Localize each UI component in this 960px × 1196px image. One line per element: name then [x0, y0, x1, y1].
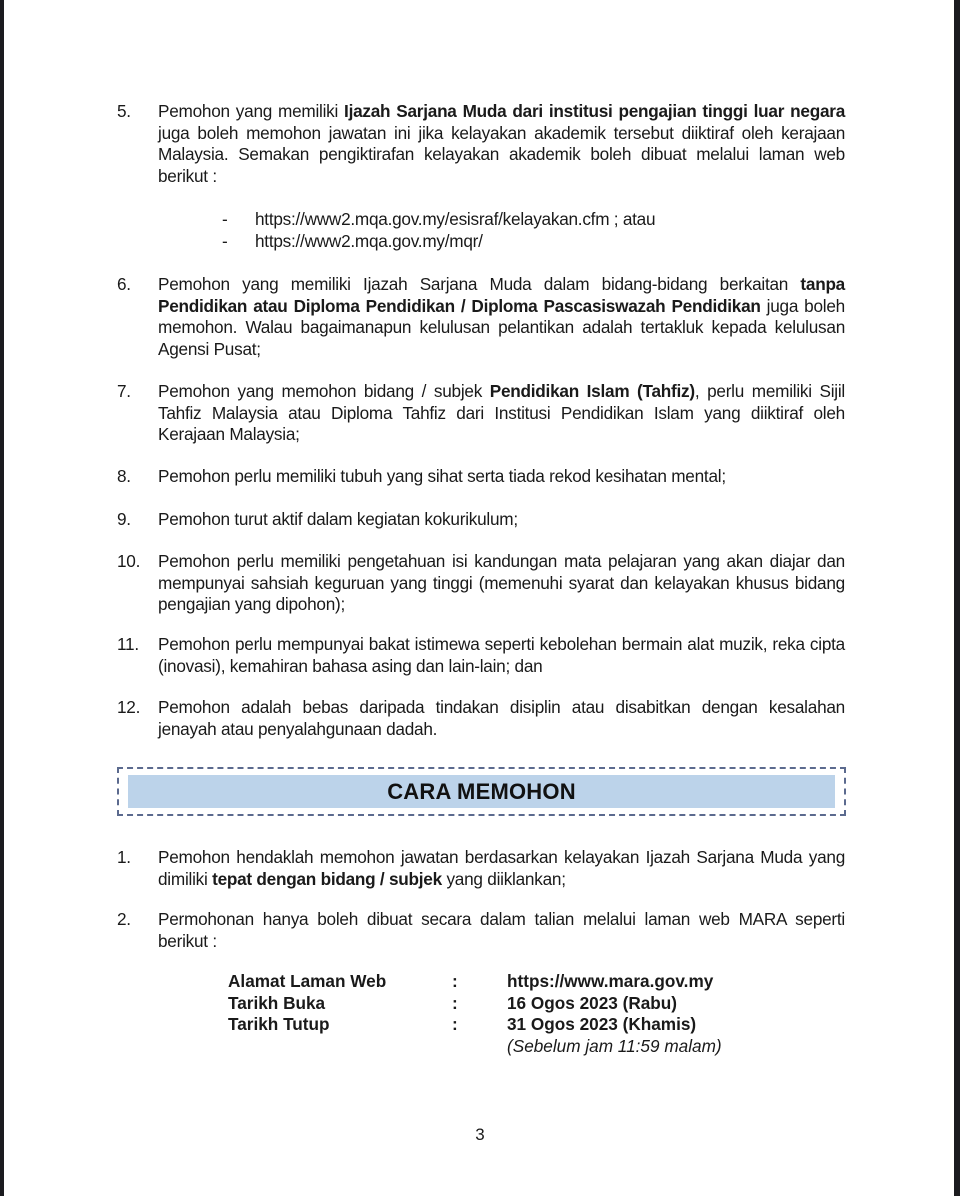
mara-website-link[interactable]: https://www.mara.gov.my — [507, 971, 714, 991]
step-text: Pemohon hendaklah memohon jawatan berdasarkan kelayakan Ijazah Sarjana Muda yang dimiliki tepat dengan bidang / subjek yang diiklankan; — [158, 847, 845, 889]
requirement-item-12 — [117, 697, 845, 740]
info-label: Alamat Laman Web — [228, 971, 387, 991]
bold-text: Ijazah Sarjana Muda dari institusi pengajian tinggi luar negara — [344, 101, 846, 121]
item-text: Pemohon perlu memiliki pengetahuan isi kandungan mata pelajaran yang akan diajar dan mempunyai sahsiah keguruan yang tinggi (memenuhi syarat dan kelayakan khusus bidang pengajian yang dipohon); — [158, 551, 845, 614]
info-label: Tarikh Tutup — [228, 1014, 330, 1034]
bullet-dash: - — [222, 230, 228, 251]
requirement-item-8 — [117, 466, 845, 488]
requirement-item-7 — [117, 381, 845, 446]
step-text: Permohonan hanya boleh dibuat secara dalam talian melalui laman web MARA seperti berikut : — [158, 909, 845, 951]
item-number: 6. — [117, 274, 131, 294]
bold-text: Pendidikan Islam (Tahfiz) — [489, 381, 695, 401]
info-label: Tarikh Buka — [228, 992, 326, 1013]
item-text: Pemohon perlu mempunyai bakat istimewa seperti kebolehan bermain alat muzik, reka cipta (inovasi), kemahiran bahasa asing dan lain-lain; dan — [158, 634, 845, 676]
item-number: 8. — [117, 466, 131, 486]
mqa-esisraf-link[interactable]: https://www2.mqa.gov.my/esisraf/kelayakan.cfm ; atau — [255, 209, 656, 229]
page-number: 3 — [475, 1125, 485, 1144]
item-number: 11. — [117, 634, 139, 654]
bullet-dash: - — [222, 209, 228, 229]
section-title: CARA MEMOHON — [387, 778, 576, 804]
application-step-1 — [117, 847, 845, 890]
item-text: Pemohon turut aktif dalam kegiatan kokurikulum; — [158, 509, 518, 529]
item-number: 7. — [117, 381, 131, 401]
item-text: Pemohon yang memiliki Ijazah Sarjana Muda dalam bidang-bidang berkaitan tanpa Pendidikan atau Diploma Pendidikan / Diploma Pascasiswazah Pendidikan juga boleh memohon. Walau bagaimanapun kelulusan pelantikan adalah tertakluk kepada kelulusan Agensi Pusat; — [158, 274, 845, 359]
info-value: 16 Ogos 2023 (Rabu) — [507, 992, 678, 1013]
step-number: 2. — [117, 909, 131, 929]
item-number: 9. — [117, 509, 131, 529]
requirement-item-10 — [117, 551, 845, 616]
info-note: (Sebelum jam 11:59 malam) — [507, 1035, 722, 1056]
requirement-item-5 — [117, 101, 845, 187]
application-info — [228, 971, 722, 1057]
item-text: Pemohon yang memohon bidang / subjek Pendidikan Islam (Tahfiz), perlu memiliki Sijil Tahfiz Malaysia atau Diploma Tahfiz dari Institusi Pendidikan Islam yang diiktiraf oleh Kerajaan Malaysia; — [158, 381, 846, 444]
info-separator: : — [452, 971, 458, 991]
requirement-item-9 — [117, 509, 845, 531]
mqa-mqr-link[interactable]: https://www2.mqa.gov.my/mqr/ — [255, 230, 483, 251]
info-row-website — [228, 971, 722, 993]
section-heading-box — [117, 767, 846, 816]
info-separator: : — [452, 992, 458, 1013]
mqa-links — [222, 209, 655, 252]
application-step-2 — [117, 909, 845, 952]
info-row-open-date — [228, 993, 722, 1015]
requirement-item-11 — [117, 634, 845, 677]
link-row — [222, 209, 655, 231]
info-value: 31 Ogos 2023 (Khamis) — [507, 1014, 697, 1034]
info-row-close-date — [228, 1014, 722, 1036]
item-text: Pemohon adalah bebas daripada tindakan disiplin atau disabitkan dengan kesalahan jenayah atau penyalahgunaan dadah. — [158, 697, 845, 739]
info-separator: : — [452, 1014, 458, 1034]
item-text: Pemohon yang memiliki Ijazah Sarjana Muda dari institusi pengajian tinggi luar negara juga boleh memohon jawatan ini jika kelayakan akademik tersebut diiktiraf oleh kerajaan Malaysia. Semakan pengiktirafan kelayakan akademik boleh dibuat melalui laman web berikut : — [158, 101, 846, 186]
section-heading-fill — [128, 775, 835, 808]
item-number: 12. — [117, 697, 141, 717]
item-number: 10. — [117, 551, 141, 571]
step-number: 1. — [117, 847, 131, 867]
requirement-item-6 — [117, 274, 845, 360]
item-number: 5. — [117, 101, 131, 121]
bold-text: tepat dengan bidang / subjek — [212, 868, 442, 889]
bold-text: tanpa Pendidikan atau Diploma Pendidikan / Diploma Pascasiswazah Pendidikan — [158, 274, 845, 316]
item-text: Pemohon perlu memiliki tubuh yang sihat serta tiada rekod kesihatan mental; — [158, 466, 726, 486]
link-row — [222, 231, 655, 253]
